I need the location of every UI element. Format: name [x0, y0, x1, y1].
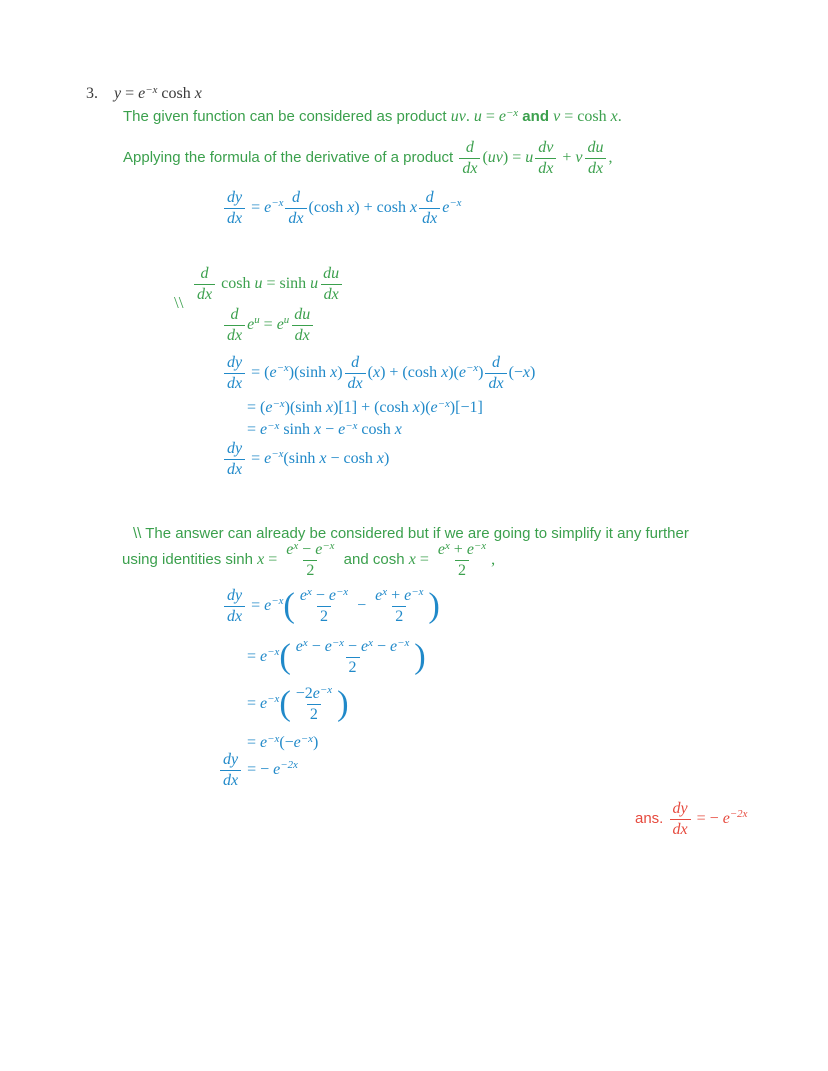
remark-product-formula: Applying the formula of the derivative of a product $\frac{d}{dx}$ (uv) = u $\frac{dv}{dx}$ + v $\frac{du}{dx}$ , — [123, 139, 613, 177]
remark-simplify-line2: using identities sinh x = $\frac{e^x - e^{-x}}{2}$ and cosh x = $\frac{e^x + e^{-x}}{2}$ , — [122, 539, 496, 579]
simplify-step-3: = $e^{-x}$( $\frac{-2e^{-x}}{2}$ ) — [247, 683, 349, 723]
simplify-step-5: $\frac{dy}{dx}$ = − $e^{-2x}$ — [218, 751, 298, 789]
derivation-step-4: $\frac{dy}{dx}$ = $e^{-x}(\sinh$ x − cosh x) — [222, 440, 389, 478]
remark-simplify-line1: \\ The answer can already be considered but if we are going to simplify it any further — [133, 525, 689, 542]
problem-number: 3. — [86, 85, 98, 103]
simplify-step-4: = $e^{-x}(-e^{-x})$ — [247, 732, 319, 751]
equation-product-rule-applied: $\frac{dy}{dx}$ = $e^{-x}$ $\frac{d}{dx}$ (cosh x) + cosh x $\frac{d}{dx}$ $e^{-x}$ — [222, 189, 461, 227]
derivation-step-2: = $(e^{-x})(\sinh$ x)[1] + (cosh $x)(e^{-x})[-1]$ — [247, 397, 483, 416]
final-answer: ans. $\frac{dy}{dx}$ = − $e^{-2x}$ — [635, 800, 748, 838]
note-derivative-cosh: $\frac{d}{dx}$ cosh u = sinh u $\frac{du}{dx}$ — [192, 265, 344, 303]
note-derivative-exp: $\frac{d}{dx}$ $e^u = e^u$ $\frac{du}{dx}$ — [222, 306, 315, 344]
derivation-step-3: = $e^{-x}$ $\sinh x - e^{-x}$ cosh x — [247, 419, 402, 438]
remark-product: The given function can be considered as product uv. $u = e^{-x}$ and v = cosh x. — [123, 106, 622, 125]
simplify-step-2: = $e^{-x}$( $\frac{e^x - e^{-x} - e^x - e^{-x}}{2}$ ) — [247, 636, 426, 676]
note-marker: \\ — [174, 293, 184, 312]
problem-expression: $y = e^{-x}$ cosh x — [114, 83, 202, 103]
derivation-step-1: $\frac{dy}{dx}$ = $(e^{-x})(\sinh$ x) $\frac{d}{dx}$ (x) + (cosh $x)(e^{-x})$ $\frac{d}{dx}$ (−x) — [222, 354, 535, 392]
simplify-step-1: $\frac{dy}{dx}$ = $e^{-x}$( $\frac{e^x - e^{-x}}{2}$ − $\frac{e^x + e^{-x}}{2}$ ) — [222, 587, 440, 625]
